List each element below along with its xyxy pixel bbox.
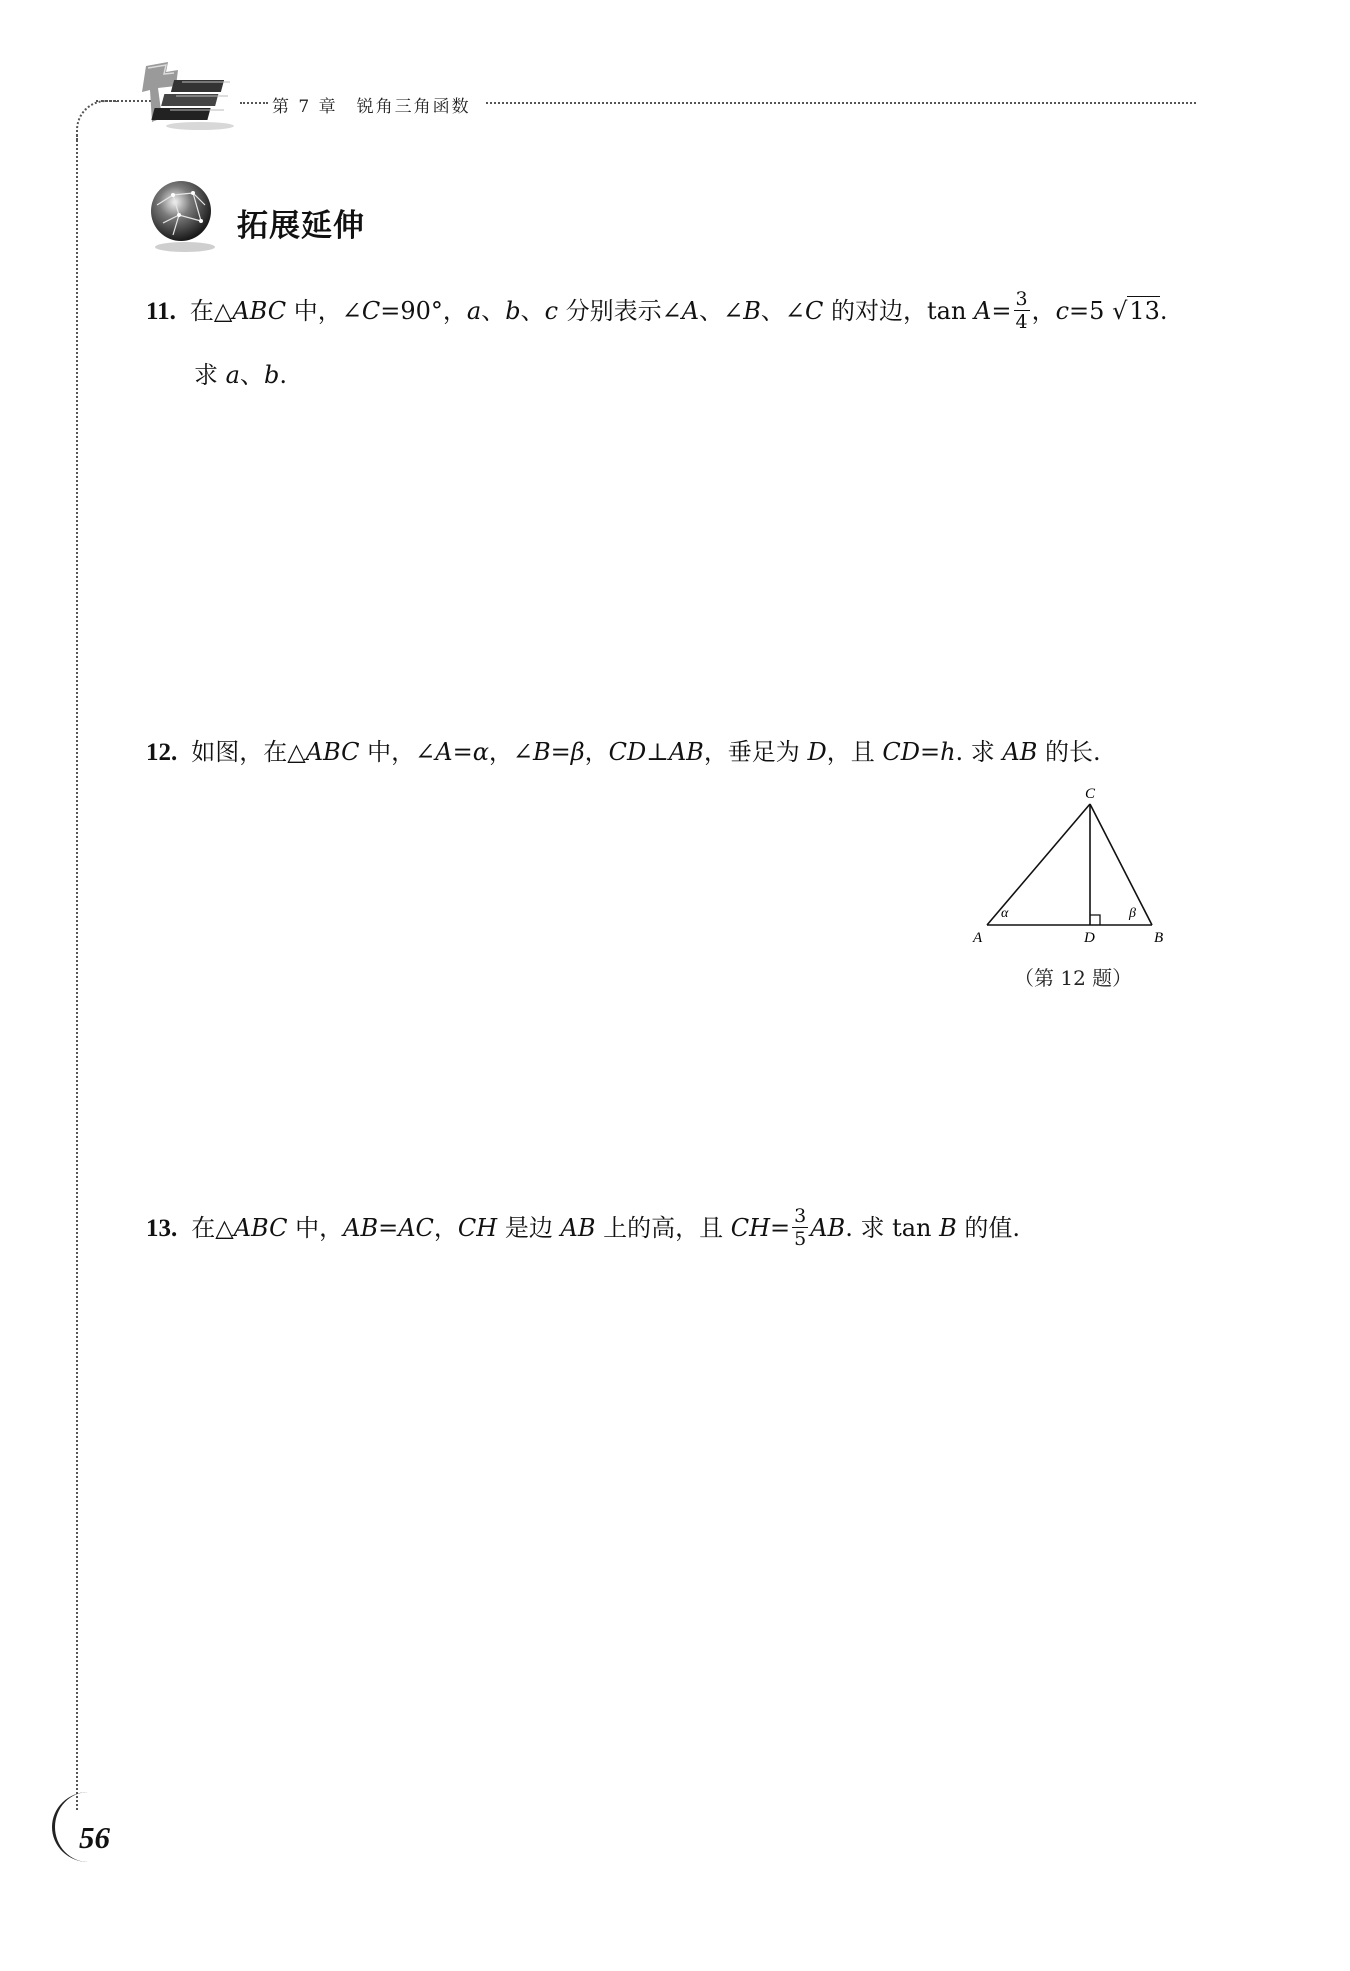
text: =5 — [1069, 297, 1113, 325]
margin-curve — [76, 100, 118, 142]
text: 的对边，tan — [823, 297, 975, 325]
math-var: A — [681, 297, 700, 325]
denominator: 4 — [1015, 311, 1028, 333]
text: ， — [433, 1214, 458, 1242]
problem-number: 12. — [146, 739, 178, 766]
text: = — [378, 1214, 399, 1242]
math-var: a — [466, 297, 482, 325]
math-var: CH — [730, 1214, 771, 1242]
text: 中，∠ — [286, 297, 362, 325]
text: . — [1159, 297, 1168, 325]
math-var: b — [505, 297, 521, 325]
fraction — [1014, 288, 1030, 333]
text: . 求 tan — [845, 1214, 940, 1242]
math-var: AB — [1002, 738, 1038, 766]
text: 中，∠ — [359, 738, 436, 766]
text: 在△ — [191, 1214, 234, 1242]
fraction — [792, 1205, 808, 1250]
bookmark-logo-icon — [138, 58, 238, 133]
text: ，∠ — [488, 738, 534, 766]
vertex-label-a: A — [973, 930, 983, 946]
math-var: C — [805, 297, 824, 325]
math-var: C — [361, 297, 381, 325]
text: 的值. — [956, 1214, 1021, 1242]
figure-caption: （第 12 题） — [1014, 966, 1133, 990]
problem-11-line-2 — [194, 355, 287, 390]
math-var: B — [939, 1214, 957, 1242]
text: ，且 — [826, 738, 883, 766]
side-BC — [1090, 804, 1152, 925]
text: ，垂足为 — [703, 738, 808, 766]
problem-number: 11. — [146, 298, 176, 325]
text: ， — [1031, 297, 1056, 325]
text: 如图，在△ — [191, 738, 306, 766]
globe-icon — [143, 175, 223, 255]
text: 、∠ — [760, 297, 805, 325]
math-var: ABC — [232, 297, 287, 325]
section-title: 拓展延伸 — [237, 208, 365, 244]
text: 、 — [481, 297, 506, 325]
text: = — [919, 738, 941, 766]
text: 求 — [194, 361, 226, 389]
text: 上的高，且 — [595, 1214, 731, 1242]
math-var: AB — [810, 1214, 846, 1242]
text: . 求 — [955, 738, 1003, 766]
margin-dotted-line — [76, 135, 78, 1810]
vertex-label-d: D — [1084, 930, 1095, 946]
math-var: AB — [668, 738, 704, 766]
text: = — [550, 738, 571, 766]
numerator: 3 — [794, 1205, 807, 1227]
text: 的长. — [1037, 738, 1101, 766]
text: = — [452, 738, 473, 766]
text: ， — [584, 738, 609, 766]
math-var: A — [435, 738, 453, 766]
math-var: c — [544, 297, 559, 325]
math-var: β — [570, 738, 585, 766]
text: 、 — [520, 297, 545, 325]
denominator: 5 — [794, 1228, 807, 1250]
angle-label-alpha: α — [1001, 906, 1009, 921]
text: 是边 — [497, 1214, 561, 1242]
text: ⊥ — [646, 738, 669, 766]
text: 分别表示∠ — [558, 297, 682, 325]
problem-13 — [146, 1207, 1020, 1252]
problem-11 — [146, 290, 1168, 335]
problem-12 — [146, 734, 1101, 771]
math-var: B — [743, 297, 761, 325]
text: =90°， — [380, 297, 467, 325]
right-angle-mark — [1090, 915, 1100, 925]
vertex-label-c: C — [1085, 786, 1096, 802]
math-var: A — [974, 297, 992, 325]
math-var: ABC — [233, 1214, 288, 1242]
header-dotted-line-mid — [240, 102, 268, 104]
text: 中， — [287, 1214, 344, 1242]
vertex-label-b: B — [1154, 930, 1164, 946]
header-dotted-line-right — [486, 102, 1196, 104]
math-var: AB — [560, 1214, 596, 1242]
math-var: ABC — [305, 738, 360, 766]
page-number: 56 — [79, 1820, 110, 1855]
numerator: 3 — [1015, 288, 1028, 310]
text: = — [991, 297, 1012, 325]
header-chapter-title: 第 7 章 锐角三角函数 — [272, 97, 471, 117]
math-var: h — [940, 738, 956, 766]
math-var: a — [225, 361, 240, 389]
math-var: CH — [457, 1214, 498, 1242]
angle-label-beta: β — [1129, 906, 1136, 921]
problem-number: 13. — [146, 1215, 178, 1242]
text: 、∠ — [699, 297, 744, 325]
triangle-figure — [965, 782, 1175, 947]
math-var: D — [807, 738, 827, 766]
sqrt-radicand: 13 — [1129, 297, 1160, 325]
text: 、 — [239, 361, 264, 389]
math-var: c — [1055, 297, 1070, 325]
math-var: CD — [608, 738, 647, 766]
text: 在△ — [189, 297, 233, 325]
math-var: b — [263, 361, 280, 389]
math-var: B — [533, 738, 551, 766]
math-var: AB — [343, 1214, 379, 1242]
sqrt-sign: √ — [1112, 297, 1128, 325]
text: . — [279, 361, 287, 389]
math-var: CD — [882, 738, 920, 766]
math-var: α — [472, 738, 489, 766]
math-var: AC — [398, 1214, 434, 1242]
text: = — [770, 1214, 791, 1242]
